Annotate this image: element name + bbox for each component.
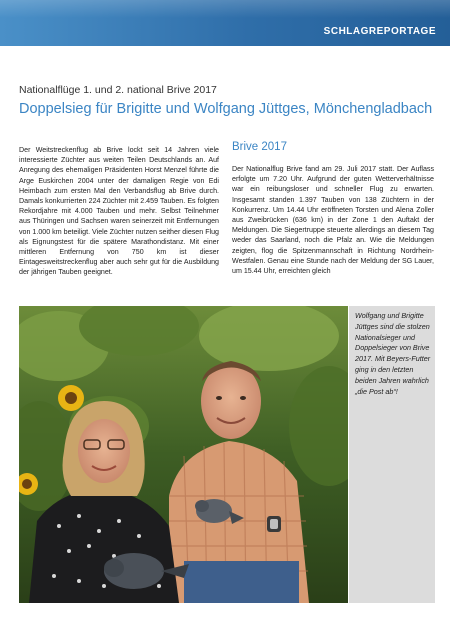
- section-label: SCHLAGREPORTAGE: [323, 26, 436, 37]
- article-headline: Doppelsieg für Brigitte und Wolfgang Jüttges, Mönchengladbach: [19, 101, 433, 117]
- article-kicker: Nationalflüge 1. und 2. national Brive 2017: [19, 84, 217, 96]
- breeders-photo-illustration: [19, 306, 348, 603]
- article-right-column: Der Nationalflug Brive fand am 29. Juli 2017 statt. Der Auflass erfolgte um 7.20 Uhr. Aufgrund der guten Wetterverhältnisse war ein reibungsloser und schneller Flug zu erwarten. Insgesamt standen 1.397 Tauben von 138 Züchtern in der Konkurrenz. Um 14.44 Uhr eröffneten Torsten und Alena Zoller aus Zweibrücken (636 km) in der Zone 1 den Auftakt der Meldungen. Die Siegertruppe steuerte allerdings an diesem Tag weder das Saarland, noch die Pfalz an. Wie die Meldungen zeigten, flog die Spitzenmannschaft in Richtung Nordrhein-Westfalen. Genau eine Stunde nach der Meldung der SG Lauer, um 15.44 Uhr, erreichten gleich: [232, 165, 434, 276]
- section-header-bar: [0, 0, 450, 46]
- right-column-subheading: Brive 2017: [232, 141, 287, 153]
- header-highlight: [0, 0, 450, 18]
- photo-caption: Wolfgang und Brigitte Jüttges sind die stolzen Nationalsieger und Doppelsieger von Brive 2017. Mit Beyers-Futter ging in den letzten beiden Jahren wahrlich „die Post ab“!: [355, 311, 431, 396]
- article-left-column: Der Weitstreckenflug ab Brive lockt seit 14 Jahren viele interessierte Züchter aus weiten Teilen Deutschlands an. Auf Anregung des ehemaligen Präsidenten Horst Menzel führte die Arge Euskirchen 2004 unter der damaligen Regie von Edi Heimbach zum ersten Mal den Verbandsflug ab Brive durch. Damals konkurrierten 224 Züchter mit 2.459 Tauben. Es folgten Rekordjahre mit 4.000 Tauben und mehr. Selbst Teilnehmer aus Thüringen und Sachsen waren seinerzeit mit Entfernungen von 1.000 km beteiligt. Viele Züchter nutzen seither diesen Flug als Eignungstest für die spätere Marathondistanz. Mit einer mittleren Entfernung von 750 km ist dieser Eintagesweitstreckenflug aber auch sehr gut für die Ausbildung der jährigen Tauben geeignet.: [19, 146, 219, 277]
- breeders-photo: [19, 306, 348, 603]
